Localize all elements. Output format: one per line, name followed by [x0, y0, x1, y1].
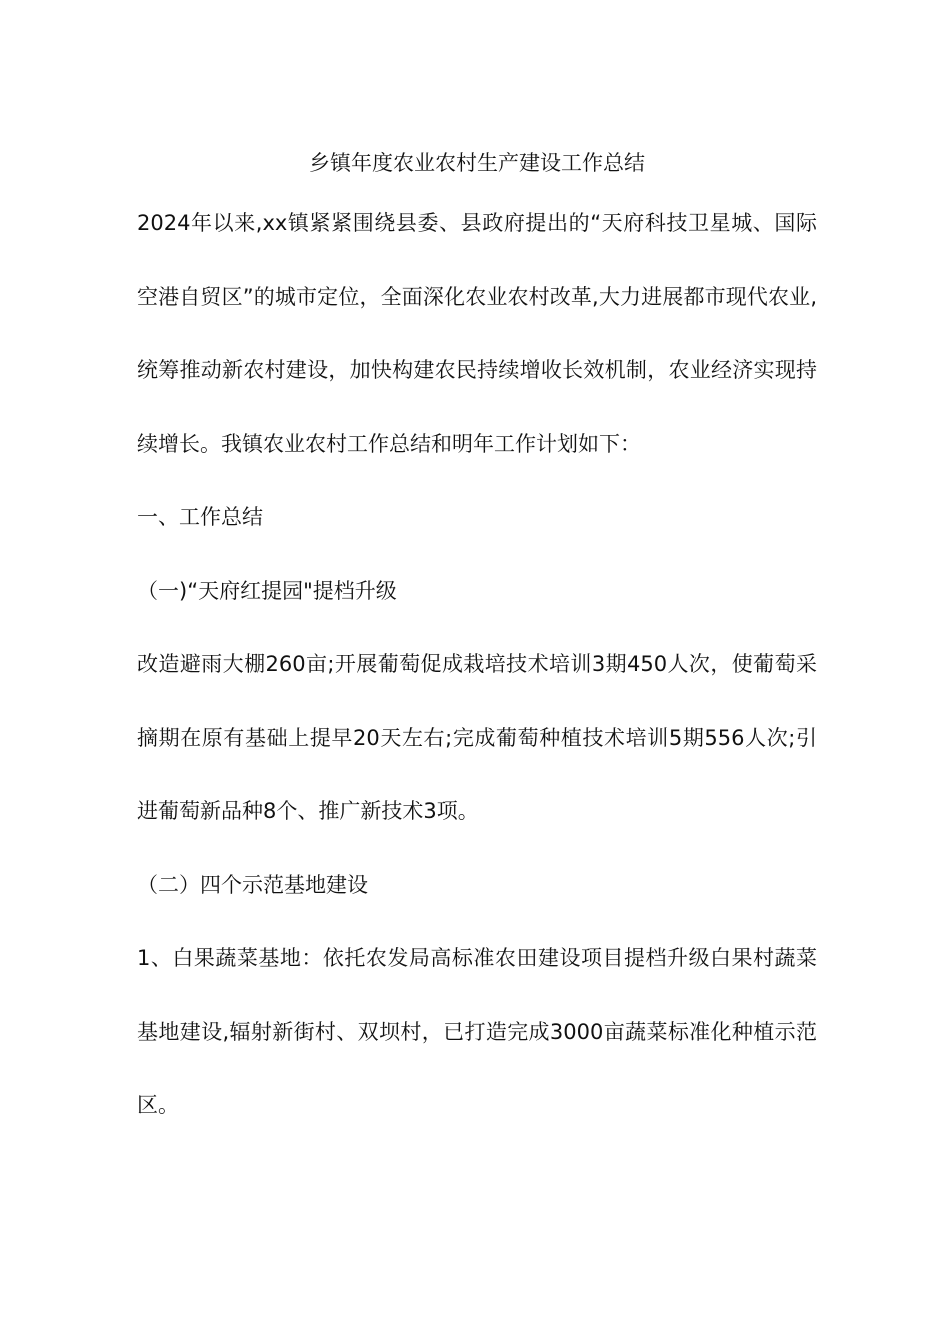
vegetable-base-paragraph: 1、白果蔬菜基地：依托农发局高标准农田建设项目提档升级白果村蔬菜基地建设,辐射新街村、双坝村，已打造完成3000亩蔬菜标准化种植示范区。 — [137, 946, 817, 1117]
grape-park-paragraph: 改造避雨大棚260亩;开展葡萄促成栽培技术培训3期450人次，使葡萄采摘期在原有基础上提早20天左右;完成葡萄种植技术培训5期556人次;引进葡萄新品种8个、推广新技术3项。 — [137, 652, 817, 823]
document-title: 乡镇年度农业农村生产建设工作总结 — [309, 151, 645, 175]
document-body — [137, 143, 817, 1143]
section-heading-work-summary: 一、工作总结 — [137, 505, 263, 529]
intro-paragraph: 2024年以来,xx镇紧紧围绕县委、县政府提出的“天府科技卫星城、国际空港自贸区”的城市定位，全面深化农业农村改革,大力进展都市现代农业,统筹推动新农村建设，加快构建农民持续增收长效机制，农业经济实现持续增长。我镇农业农村工作总结和明年工作计划如下： — [137, 211, 817, 456]
subsection-heading-demo-bases: （二）四个示范基地建设 — [137, 872, 368, 897]
subsection-heading-grape-park: （一)“天府红提园"提档升级 — [137, 578, 397, 603]
